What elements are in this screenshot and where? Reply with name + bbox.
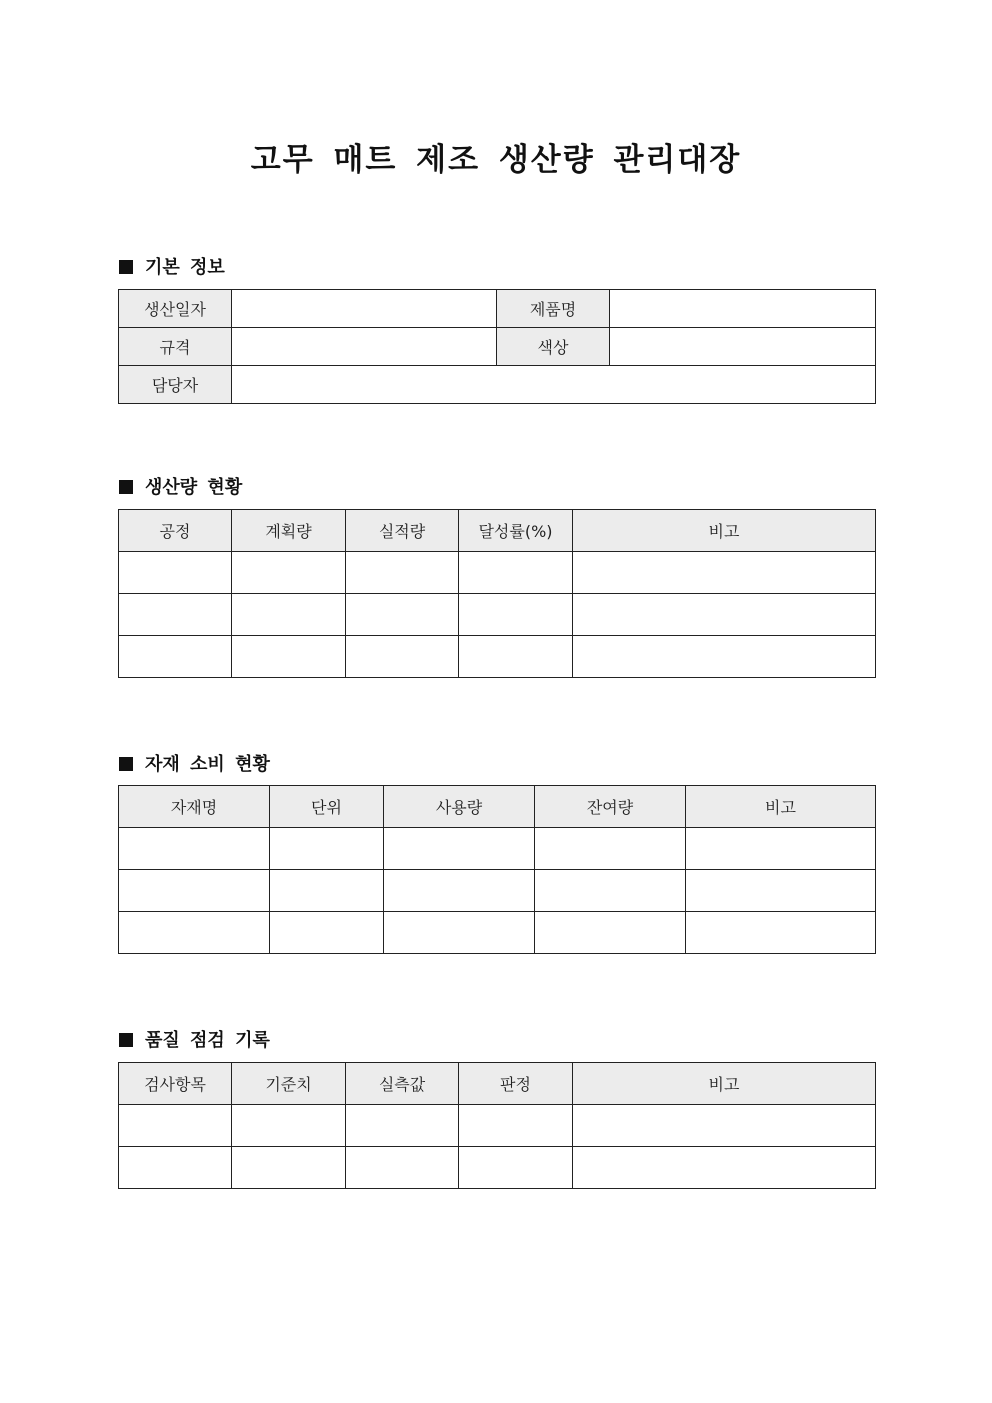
table-row	[119, 636, 876, 678]
materials-table	[118, 785, 876, 954]
table-cell[interactable]	[119, 870, 270, 912]
column-header: 비고	[686, 786, 876, 828]
label-product-name: 제품명	[497, 290, 610, 328]
label-spec: 규격	[119, 328, 232, 366]
table-cell[interactable]	[119, 1147, 232, 1189]
table-cell[interactable]	[232, 594, 346, 636]
square-bullet-icon	[119, 480, 133, 494]
column-header: 단위	[270, 786, 384, 828]
square-bullet-icon	[119, 260, 133, 274]
table-cell[interactable]	[384, 912, 535, 954]
column-header: 실적량	[346, 510, 459, 552]
table-cell[interactable]	[270, 828, 384, 870]
column-header: 공정	[119, 510, 232, 552]
table-cell[interactable]	[346, 552, 459, 594]
table-row	[119, 1147, 876, 1189]
table-cell[interactable]	[686, 870, 876, 912]
section-heading-basic-info	[119, 253, 225, 279]
basic-info-table	[118, 289, 876, 404]
table-row	[119, 1105, 876, 1147]
table-cell[interactable]	[535, 828, 686, 870]
table-cell[interactable]	[346, 1105, 459, 1147]
table-cell[interactable]	[573, 594, 876, 636]
section-heading-text: 기본 정보	[145, 257, 225, 278]
column-header: 비고	[573, 1063, 876, 1105]
table-header-row	[119, 1063, 876, 1105]
manager-field[interactable]	[232, 366, 876, 404]
table-cell[interactable]	[384, 828, 535, 870]
column-header: 잔여량	[535, 786, 686, 828]
label-manager: 담당자	[119, 366, 232, 404]
table-row	[119, 594, 876, 636]
table-cell[interactable]	[232, 1147, 346, 1189]
section-heading-text: 자재 소비 현황	[145, 754, 270, 775]
table-cell[interactable]	[535, 870, 686, 912]
square-bullet-icon	[119, 1033, 133, 1047]
section-heading-production	[119, 473, 242, 499]
column-header: 기준치	[232, 1063, 346, 1105]
column-header: 사용량	[384, 786, 535, 828]
table-cell[interactable]	[686, 912, 876, 954]
table-cell[interactable]	[686, 828, 876, 870]
table-cell[interactable]	[119, 636, 232, 678]
table-cell[interactable]	[270, 912, 384, 954]
table-cell[interactable]	[384, 870, 535, 912]
column-header: 계획량	[232, 510, 346, 552]
table-row	[119, 366, 876, 404]
label-color: 색상	[497, 328, 610, 366]
column-header: 달성률(%)	[459, 510, 573, 552]
table-cell[interactable]	[573, 1105, 876, 1147]
table-cell[interactable]	[232, 1105, 346, 1147]
column-header: 실측값	[346, 1063, 459, 1105]
section-heading-materials	[119, 750, 270, 776]
product-name-field[interactable]	[610, 290, 876, 328]
table-cell[interactable]	[346, 1147, 459, 1189]
table-cell[interactable]	[232, 552, 346, 594]
spec-field[interactable]	[232, 328, 497, 366]
table-cell[interactable]	[573, 1147, 876, 1189]
production-date-field[interactable]	[232, 290, 497, 328]
section-heading-text: 생산량 현황	[145, 477, 243, 498]
column-header: 비고	[573, 510, 876, 552]
table-header-row	[119, 510, 876, 552]
column-header: 판정	[459, 1063, 573, 1105]
table-row	[119, 328, 876, 366]
table-cell[interactable]	[459, 1147, 573, 1189]
table-cell[interactable]	[270, 870, 384, 912]
table-cell[interactable]	[573, 636, 876, 678]
table-cell[interactable]	[459, 552, 573, 594]
table-cell[interactable]	[459, 594, 573, 636]
column-header: 자재명	[119, 786, 270, 828]
table-cell[interactable]	[119, 1105, 232, 1147]
table-cell[interactable]	[459, 636, 573, 678]
section-heading-quality	[119, 1026, 270, 1052]
table-cell[interactable]	[535, 912, 686, 954]
table-row	[119, 870, 876, 912]
table-cell[interactable]	[459, 1105, 573, 1147]
square-bullet-icon	[119, 757, 133, 771]
column-header: 검사항목	[119, 1063, 232, 1105]
table-row	[119, 290, 876, 328]
table-cell[interactable]	[346, 636, 459, 678]
table-cell[interactable]	[119, 912, 270, 954]
table-row	[119, 912, 876, 954]
table-cell[interactable]	[346, 594, 459, 636]
section-heading-text: 품질 점검 기록	[145, 1030, 270, 1051]
table-header-row	[119, 786, 876, 828]
table-cell[interactable]	[232, 636, 346, 678]
table-cell[interactable]	[573, 552, 876, 594]
color-field[interactable]	[610, 328, 876, 366]
page-title: 고무 매트 제조 생산량 관리대장	[250, 142, 742, 178]
table-cell[interactable]	[119, 828, 270, 870]
table-row	[119, 552, 876, 594]
table-cell[interactable]	[119, 552, 232, 594]
production-table	[118, 509, 876, 678]
quality-table	[118, 1062, 876, 1189]
table-row	[119, 828, 876, 870]
label-production-date: 생산일자	[119, 290, 232, 328]
table-cell[interactable]	[119, 594, 232, 636]
